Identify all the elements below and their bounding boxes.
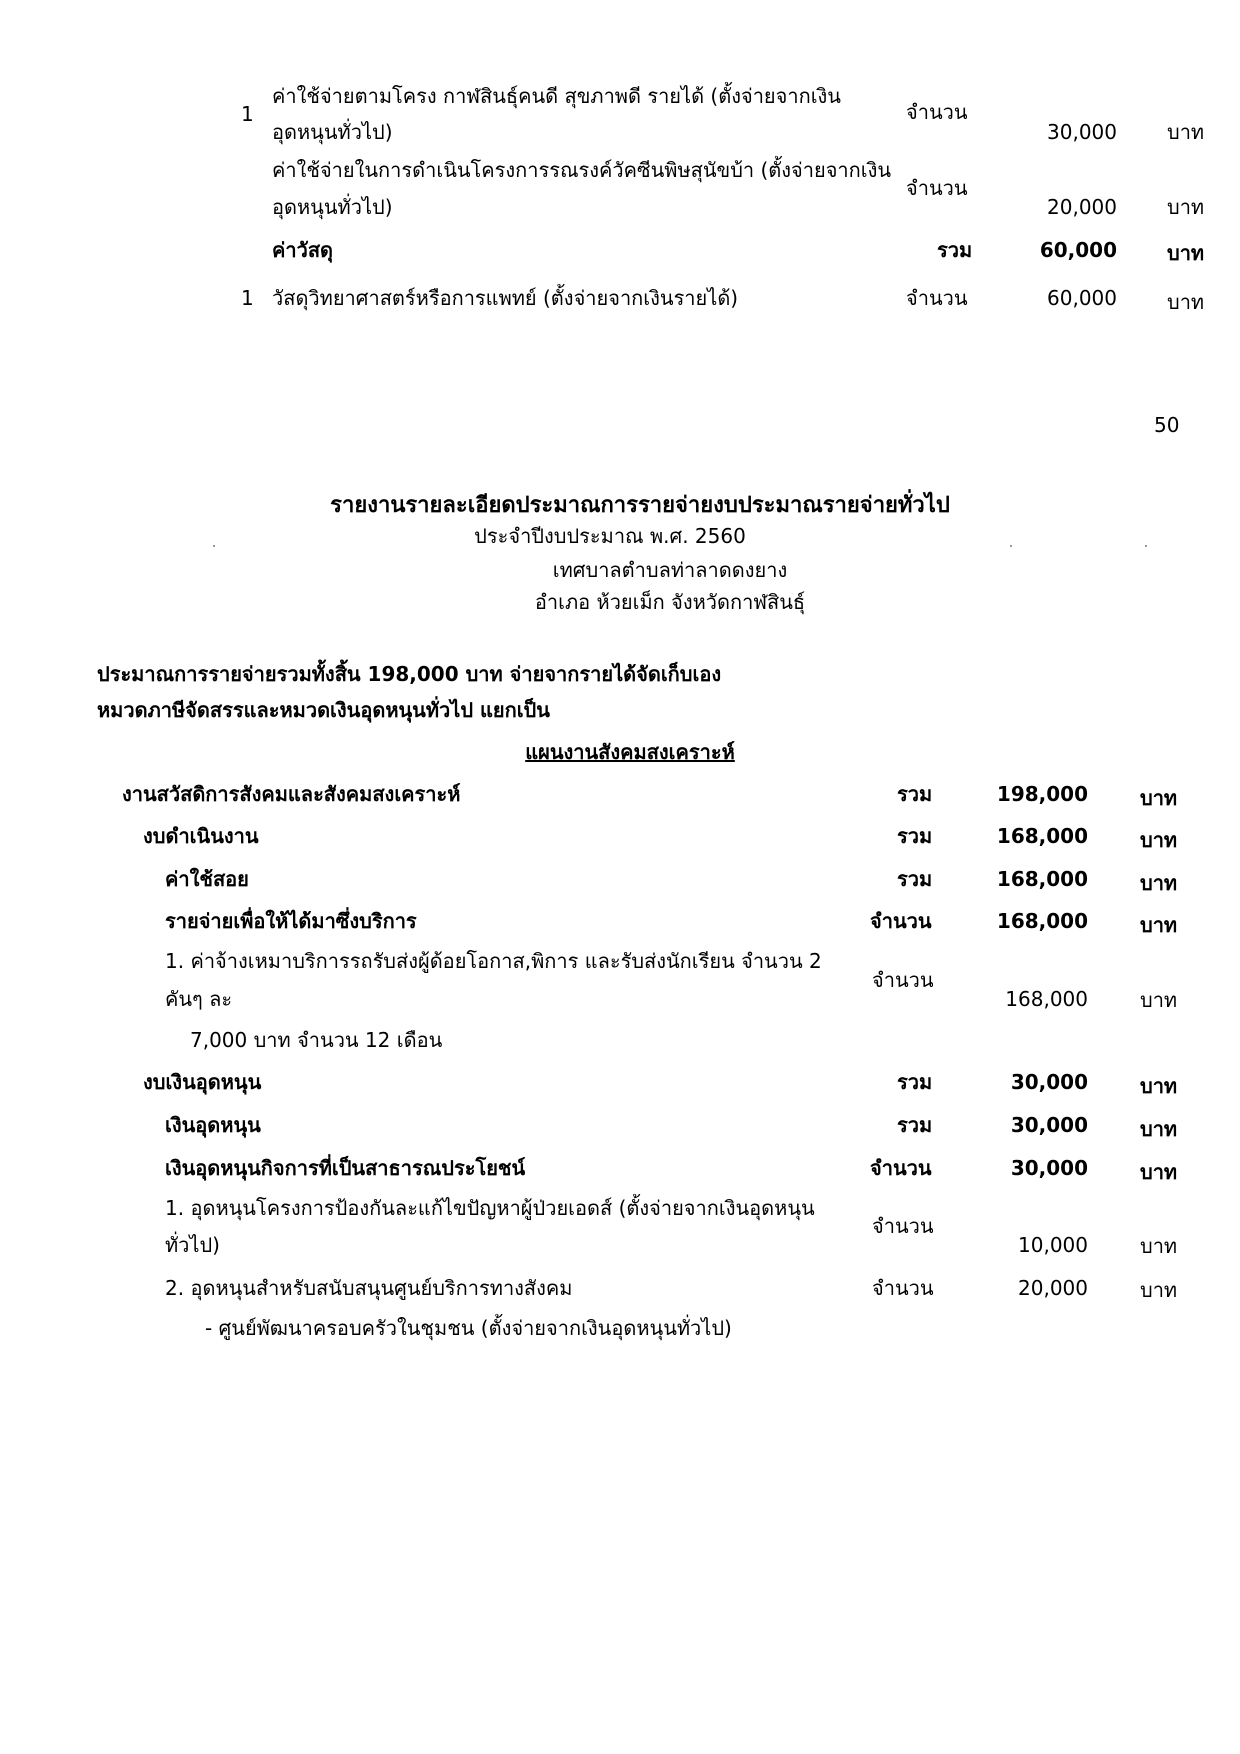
unit-label: บาท [1167, 120, 1205, 144]
qty-label: จำนวน [870, 909, 932, 933]
amount: 60,000 [1039, 238, 1117, 262]
amount: 198,000 [996, 782, 1088, 806]
item-description-line1: ค่าใช้จ่ายตามโครง กาฬสินธุ์คนดี สุขภาพดี รายได้ (ตั้งจ่ายจากเงิน [272, 84, 841, 108]
amount: 10,000 [1018, 1233, 1088, 1257]
unit-label: บาท [1140, 786, 1178, 810]
unit-label: บาท [1167, 290, 1205, 314]
qty-label: จำนวน [906, 176, 968, 200]
amount: 168,000 [1005, 987, 1088, 1011]
scan-dot [1010, 545, 1012, 547]
subsidy-budget-label: งบเงินอุดหนุน [143, 1070, 262, 1094]
qty-label: รวม [937, 238, 973, 262]
unit-label: บาท [1167, 241, 1205, 265]
unit-label: บาท [1140, 828, 1178, 852]
item-description-line2: คันๆ ละ [165, 987, 233, 1011]
page-number: 50 [1154, 413, 1180, 437]
scan-dot [1145, 545, 1147, 547]
subsidy-label: เงินอุดหนุน [165, 1113, 261, 1137]
item-number: 1 [241, 102, 254, 126]
item-description-line2: อุดหนุนทั่วไป) [272, 120, 393, 144]
qty-label: รวม [897, 1070, 933, 1094]
unit-label: บาท [1140, 988, 1178, 1012]
unit-label: บาท [1167, 195, 1205, 219]
summary-line2: หมวดภาษีจัดสรรและหมวดเงินอุดหนุนทั่วไป แยกเป็น [97, 698, 550, 722]
amount: 60,000 [1047, 286, 1117, 310]
item-number: 1 [241, 286, 254, 310]
unit-label: บาท [1140, 1160, 1178, 1184]
item-description-line1: 1. อุดหนุนโครงการป้องกันละแก้ไขปัญหาผู้ป่วยเอดส์ (ตั้งจ่ายจากเงินอุดหนุน [165, 1196, 815, 1220]
qty-label: รวม [897, 824, 933, 848]
item-description-line2: - ศูนย์พัฒนาครอบครัวในชุมชน (ตั้งจ่ายจากเงินอุดหนุนทั่วไป) [205, 1316, 732, 1340]
amount: 168,000 [996, 909, 1088, 933]
qty-label: จำนวน [906, 286, 968, 310]
municipality-name: เทศบาลตำบลท่าลาดดงยาง [552, 558, 788, 582]
qty-label: จำนวน [870, 1156, 932, 1180]
unit-label: บาท [1140, 1278, 1178, 1302]
qty-label: จำนวน [872, 1214, 934, 1238]
amount: 30,000 [1047, 120, 1117, 144]
operating-budget-label: งบดำเนินงาน [143, 824, 259, 848]
section-label: งานสวัสดิการสังคมและสังคมสงเคราะห์ [122, 782, 461, 806]
item-description-line1: 1. ค่าจ้างเหมาบริการรถรับส่งผู้ด้อยโอกาส,พิการ และรับส่งนักเรียน จำนวน 2 [165, 949, 822, 973]
amount: 168,000 [996, 867, 1088, 891]
amount: 168,000 [996, 824, 1088, 848]
amount: 20,000 [1018, 1276, 1088, 1300]
public-benefit-label: เงินอุดหนุนกิจการที่เป็นสาธารณประโยชน์ [165, 1156, 526, 1180]
item-description-line2: อุดหนุนทั่วไป) [272, 195, 393, 219]
unit-label: บาท [1140, 1074, 1178, 1098]
qty-label: รวม [897, 782, 933, 806]
expenses-label: ค่าใช้สอย [165, 867, 249, 891]
report-title: รายงานรายละเอียดประมาณการรายจ่ายงบประมาณรายจ่ายทั่วไป [330, 493, 950, 518]
fiscal-year: ประจำปีงบประมาณ พ.ศ. 2560 [474, 524, 746, 548]
unit-label: บาท [1140, 1234, 1178, 1258]
summary-line1: ประมาณการรายจ่ายรวมทั้งสิ้น 198,000 บาท จ่ายจากรายได้จัดเก็บเอง [97, 662, 722, 686]
qty-label: จำนวน [872, 1276, 934, 1300]
amount: 30,000 [1010, 1156, 1088, 1180]
item-description-line1: 2. อุดหนุนสำหรับสนับสนุนศูนย์บริการทางสังคม [165, 1276, 573, 1300]
location: อำเภอ ห้วยเม็ก จังหวัดกาฬสินธุ์ [534, 590, 806, 614]
amount: 30,000 [1010, 1070, 1088, 1094]
qty-label: จำนวน [906, 100, 968, 124]
material-heading: ค่าวัสดุ [272, 238, 334, 262]
qty-label: รวม [897, 1113, 933, 1137]
amount: 30,000 [1010, 1113, 1088, 1137]
qty-label: จำนวน [872, 968, 934, 992]
amount: 20,000 [1047, 195, 1117, 219]
item-description-line3: 7,000 บาท จำนวน 12 เดือน [190, 1028, 443, 1052]
unit-label: บาท [1140, 913, 1178, 937]
unit-label: บาท [1140, 871, 1178, 895]
plan-heading: แผนงานสังคมสงเคราะห์ [525, 740, 735, 764]
item-description: วัสดุวิทยาศาสตร์หรือการแพทย์ (ตั้งจ่ายจากเงินรายได้) [272, 286, 739, 310]
unit-label: บาท [1140, 1117, 1178, 1141]
item-description-line1: ค่าใช้จ่ายในการดำเนินโครงการรณรงค์วัคซีนพิษสุนัขบ้า (ตั้งจ่ายจากเงิน [272, 158, 892, 182]
qty-label: รวม [897, 867, 933, 891]
services-label: รายจ่ายเพื่อให้ได้มาซึ่งบริการ [165, 909, 417, 933]
item-description-line2: ทั่วไป) [165, 1233, 220, 1257]
scan-dot [213, 545, 215, 547]
